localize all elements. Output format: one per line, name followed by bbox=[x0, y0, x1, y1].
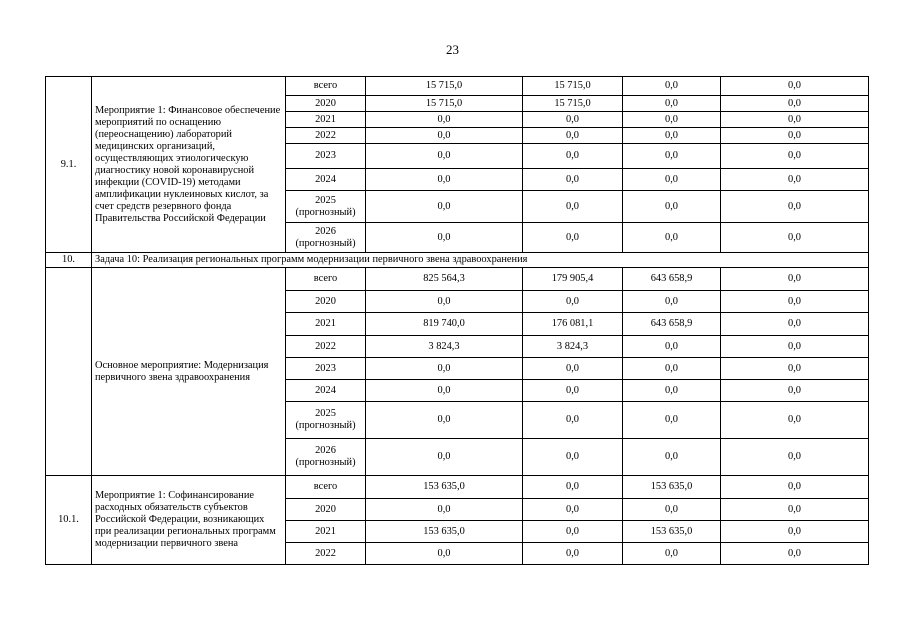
event-title: Основное мероприятие: Модернизация первичного звена здравоохранения bbox=[92, 268, 286, 476]
value-cell: 0,0 bbox=[623, 336, 721, 358]
budget-table bbox=[45, 76, 869, 565]
year-cell: 2022 bbox=[286, 543, 366, 565]
value-cell: 0,0 bbox=[623, 439, 721, 476]
value-cell: 15 715,0 bbox=[523, 77, 623, 96]
total-cell: 0,0 bbox=[366, 439, 523, 476]
year-cell: 2026 (прогнозный) bbox=[286, 223, 366, 253]
year-cell: 2020 bbox=[286, 291, 366, 313]
total-cell: 0,0 bbox=[366, 191, 523, 223]
year-cell: 2020 bbox=[286, 96, 366, 112]
year-cell: 2023 bbox=[286, 144, 366, 169]
value-cell: 0,0 bbox=[721, 380, 869, 402]
year-cell: 2025 (прогнозный) bbox=[286, 402, 366, 439]
value-cell: 0,0 bbox=[623, 358, 721, 380]
year-cell: 2021 bbox=[286, 112, 366, 128]
total-cell: 0,0 bbox=[366, 380, 523, 402]
value-cell: 0,0 bbox=[721, 521, 869, 543]
value-cell: 0,0 bbox=[523, 144, 623, 169]
year-cell: 2023 bbox=[286, 358, 366, 380]
event-title: Мероприятие 1: Финансовое обеспечение мероприятий по оснащению (переоснащению) лабораторий медицинских организаций, осуществляющих этиологическую диагностику новой коронавирусной инфекции (COVID-19) методами амплификации нуклеиновых кислот, за счет средств резервного фонда Правительства Российской Федерации bbox=[92, 77, 286, 253]
total-cell: 0,0 bbox=[366, 499, 523, 521]
value-cell: 179 905,4 bbox=[523, 268, 623, 291]
value-cell: 0,0 bbox=[721, 112, 869, 128]
value-cell: 0,0 bbox=[721, 402, 869, 439]
value-cell: 0,0 bbox=[721, 144, 869, 169]
row-code: 10.1. bbox=[46, 476, 92, 565]
value-cell: 0,0 bbox=[721, 191, 869, 223]
value-cell: 0,0 bbox=[721, 476, 869, 499]
row-code: 9.1. bbox=[46, 77, 92, 253]
year-cell: 2020 bbox=[286, 499, 366, 521]
year-cell: всего bbox=[286, 77, 366, 96]
value-cell: 0,0 bbox=[623, 169, 721, 191]
value-cell: 0,0 bbox=[523, 402, 623, 439]
year-cell: 2022 bbox=[286, 128, 366, 144]
row-code: 10. bbox=[46, 253, 92, 268]
total-cell: 153 635,0 bbox=[366, 476, 523, 499]
year-cell: 2022 bbox=[286, 336, 366, 358]
value-cell: 0,0 bbox=[721, 499, 869, 521]
value-cell: 0,0 bbox=[623, 112, 721, 128]
value-cell: 0,0 bbox=[721, 358, 869, 380]
value-cell: 0,0 bbox=[523, 358, 623, 380]
year-cell: 2025 (прогнозный) bbox=[286, 191, 366, 223]
value-cell: 0,0 bbox=[523, 439, 623, 476]
total-cell: 0,0 bbox=[366, 169, 523, 191]
task-title: Задача 10: Реализация региональных программ модернизации первичного звена здравоохранения bbox=[92, 253, 869, 268]
value-cell: 0,0 bbox=[523, 112, 623, 128]
year-cell: 2024 bbox=[286, 380, 366, 402]
value-cell: 0,0 bbox=[523, 223, 623, 253]
year-cell: 2024 bbox=[286, 169, 366, 191]
total-cell: 15 715,0 bbox=[366, 77, 523, 96]
value-cell: 0,0 bbox=[623, 77, 721, 96]
value-cell: 0,0 bbox=[721, 543, 869, 565]
value-cell: 643 658,9 bbox=[623, 268, 721, 291]
value-cell: 643 658,9 bbox=[623, 313, 721, 336]
total-cell: 0,0 bbox=[366, 144, 523, 169]
value-cell: 0,0 bbox=[721, 128, 869, 144]
value-cell: 0,0 bbox=[721, 96, 869, 112]
value-cell: 0,0 bbox=[721, 439, 869, 476]
table-row bbox=[46, 476, 869, 499]
total-cell: 0,0 bbox=[366, 358, 523, 380]
value-cell: 3 824,3 bbox=[523, 336, 623, 358]
value-cell: 0,0 bbox=[523, 191, 623, 223]
value-cell: 0,0 bbox=[623, 144, 721, 169]
year-cell: 2021 bbox=[286, 313, 366, 336]
value-cell: 0,0 bbox=[523, 521, 623, 543]
value-cell: 15 715,0 bbox=[523, 96, 623, 112]
total-cell: 0,0 bbox=[366, 112, 523, 128]
value-cell: 0,0 bbox=[721, 169, 869, 191]
year-cell: всего bbox=[286, 476, 366, 499]
value-cell: 0,0 bbox=[721, 268, 869, 291]
total-cell: 0,0 bbox=[366, 223, 523, 253]
value-cell: 0,0 bbox=[523, 291, 623, 313]
total-cell: 825 564,3 bbox=[366, 268, 523, 291]
row-code bbox=[46, 268, 92, 476]
value-cell: 0,0 bbox=[623, 96, 721, 112]
total-cell: 819 740,0 bbox=[366, 313, 523, 336]
value-cell: 0,0 bbox=[721, 77, 869, 96]
table-row bbox=[46, 77, 869, 96]
value-cell: 153 635,0 bbox=[623, 521, 721, 543]
table-row bbox=[46, 268, 869, 291]
value-cell: 153 635,0 bbox=[623, 476, 721, 499]
total-cell: 3 824,3 bbox=[366, 336, 523, 358]
total-cell: 15 715,0 bbox=[366, 96, 523, 112]
total-cell: 0,0 bbox=[366, 128, 523, 144]
total-cell: 0,0 bbox=[366, 402, 523, 439]
value-cell: 0,0 bbox=[623, 191, 721, 223]
value-cell: 0,0 bbox=[623, 128, 721, 144]
year-cell: всего bbox=[286, 268, 366, 291]
value-cell: 0,0 bbox=[523, 128, 623, 144]
value-cell: 0,0 bbox=[721, 313, 869, 336]
value-cell: 0,0 bbox=[523, 169, 623, 191]
value-cell: 0,0 bbox=[721, 223, 869, 253]
year-cell: 2026 (прогнозный) bbox=[286, 439, 366, 476]
total-cell: 0,0 bbox=[366, 291, 523, 313]
value-cell: 0,0 bbox=[623, 291, 721, 313]
total-cell: 0,0 bbox=[366, 543, 523, 565]
event-title: Мероприятие 1: Софинансирование расходных обязательств субъектов Российской Федерации, возникающих при реализации региональных программ модернизации первичного звена bbox=[92, 476, 286, 565]
value-cell: 0,0 bbox=[623, 380, 721, 402]
value-cell: 0,0 bbox=[623, 499, 721, 521]
value-cell: 0,0 bbox=[523, 543, 623, 565]
page-number: 23 bbox=[446, 42, 459, 57]
table-row bbox=[46, 253, 869, 268]
value-cell: 0,0 bbox=[721, 336, 869, 358]
total-cell: 153 635,0 bbox=[366, 521, 523, 543]
value-cell: 0,0 bbox=[623, 402, 721, 439]
value-cell: 176 081,1 bbox=[523, 313, 623, 336]
value-cell: 0,0 bbox=[623, 223, 721, 253]
value-cell: 0,0 bbox=[721, 291, 869, 313]
value-cell: 0,0 bbox=[623, 543, 721, 565]
value-cell: 0,0 bbox=[523, 380, 623, 402]
year-cell: 2021 bbox=[286, 521, 366, 543]
value-cell: 0,0 bbox=[523, 476, 623, 499]
value-cell: 0,0 bbox=[523, 499, 623, 521]
